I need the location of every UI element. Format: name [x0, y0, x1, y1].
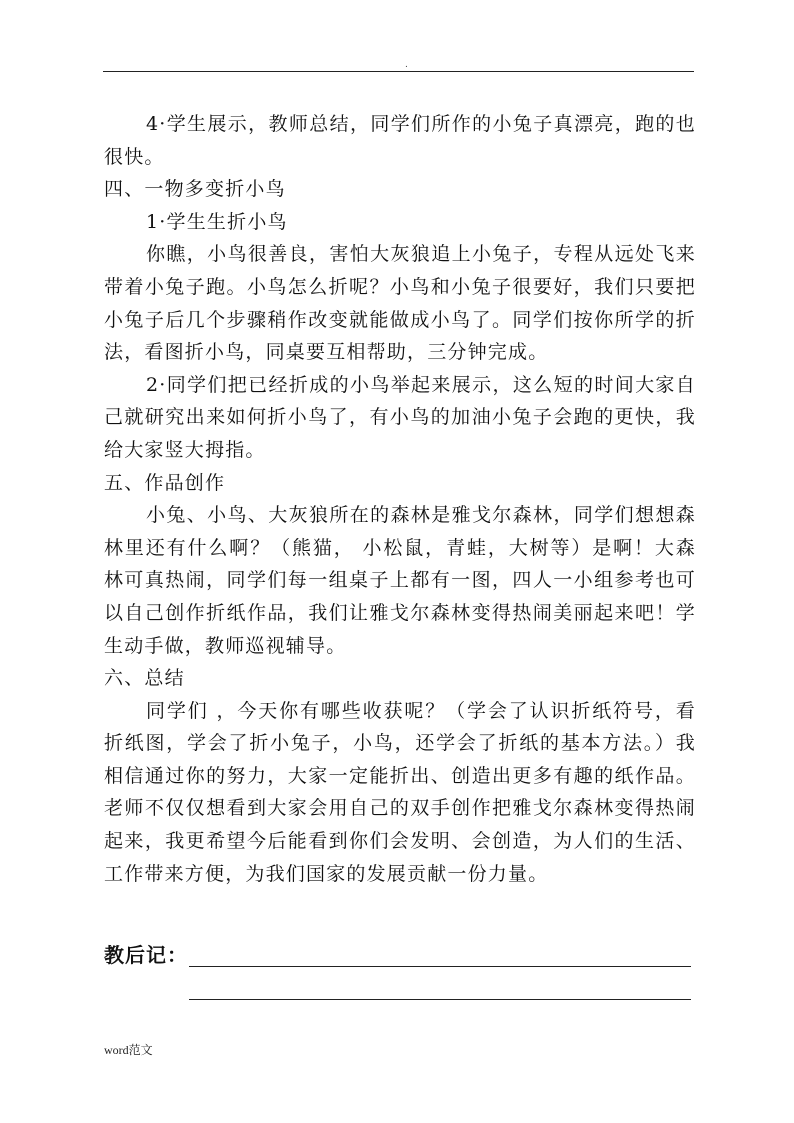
paragraph: 你瞧，小鸟很善良，害怕大灰狼追上小兔子，专程从远处飞来带着小兔子跑。小鸟怎么折呢？小鸟和小兔子很要好，我们只要把小兔子后几个步骤稍作改变就能做成小鸟了。同学们按你所学的折法，看图折小鸟，同桌要互相帮助，三分钟完成。 — [104, 243, 696, 364]
section-heading: 六、总结 — [104, 667, 185, 690]
document-body — [104, 108, 696, 890]
notes-line-1 — [189, 966, 691, 967]
footer-text: word范文 — [104, 1043, 153, 1057]
notes-line-2 — [189, 999, 691, 1000]
section-heading: 五、作品创作 — [104, 471, 226, 494]
paragraph: 2·同学们把已经折成的小鸟举起来展示，这么短的时间大家自己就研究出来如何折小鸟了，有小鸟的加油小兔子会跑的更快，我给大家竖大拇指。 — [104, 373, 696, 461]
paragraph: 同学们 ，今天你有哪些收获呢？（学会了认识折纸符号，看折纸图，学会了折小兔子，小鸟，还学会了折纸的基本方法。）我相信通过你的努力，大家一定能折出、创造出更多有趣的纸作品。老师不仅仅想看到大家会用自己的双手创作把雅戈尔森林变得热闹起来，我更希望今后能看到你们会发明、会创造，为人们的生活、工作带来方便，为我们国家的发展贡献一份力量。 — [104, 699, 696, 885]
header-rule — [103, 71, 694, 72]
after-class-notes-label: 教后记： — [104, 943, 188, 967]
header-mark: . — [405, 60, 408, 70]
paragraph: 4·学生展示，教师总结，同学们所作的小兔子真漂亮，跑的也很快。 — [104, 113, 696, 168]
paragraph: 小兔、小鸟、大灰狼所在的森林是雅戈尔森林，同学们想想森林里还有什么啊？（熊猫， 小松鼠，青蛙，大树等）是啊！大森林可真热闹，同学们每一组桌子上都有一图，四人一小组参考也可以自己创作折纸作品，我们让雅戈尔森林变得热闹美丽起来吧！学生动手做，教师巡视辅导。 — [104, 504, 696, 657]
paragraph: 1·学生生折小鸟 — [146, 210, 288, 233]
section-heading: 四、一物多变折小鸟 — [104, 178, 286, 201]
